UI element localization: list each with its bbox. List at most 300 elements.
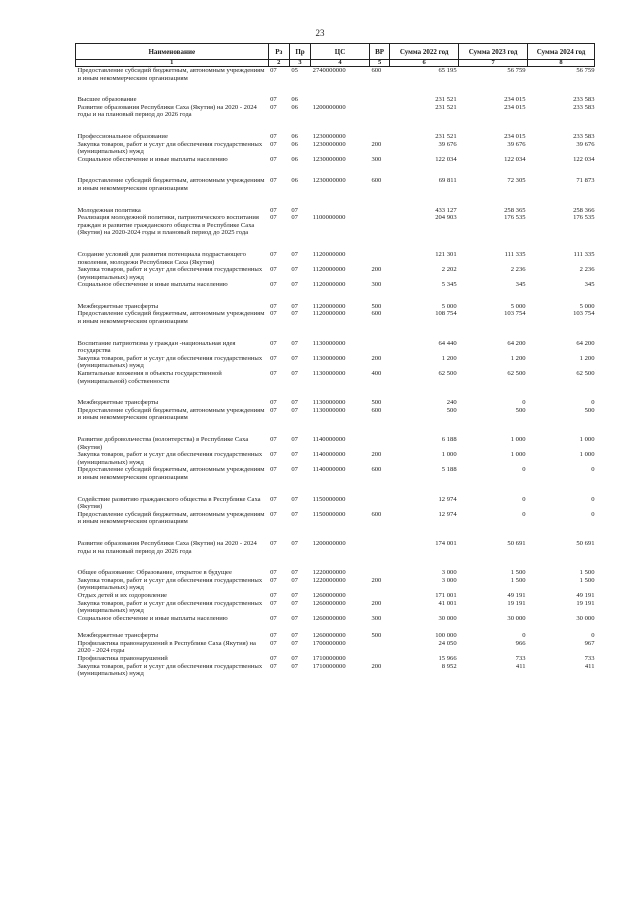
table-row (76, 193, 595, 215)
table-row (76, 451, 595, 466)
row-sum-2023: 176 535 (504, 214, 526, 222)
header-sum-2023: Сумма 2023 год (459, 44, 528, 60)
row-cs: 1260000000 (312, 591, 346, 599)
table-row (76, 422, 595, 451)
row-pr: 06 (291, 140, 298, 148)
row-sum-2024: 30 000 (576, 614, 595, 622)
row-sum-2022: 5 000 (441, 302, 457, 310)
row-sum-2023: 966 (515, 639, 526, 647)
row-rz: 07 (270, 370, 277, 378)
row-pr: 07 (291, 510, 298, 518)
row-rz: 07 (270, 67, 277, 74)
row-rz: 07 (270, 177, 277, 185)
row-cs: 1230000000 (312, 132, 346, 140)
row-vr: 600 (371, 177, 382, 185)
row-rz: 07 (270, 639, 277, 647)
table-body (76, 67, 595, 678)
table-row (76, 237, 595, 266)
table-row (76, 526, 595, 555)
table-row (76, 615, 595, 623)
row-vr: 400 (371, 370, 382, 378)
row-name: Предоставление субсидий бюджетным, автономным учреждениям и иным некоммерческим организациям (77, 310, 265, 326)
budget-table (75, 43, 595, 678)
row-sum-2024: 111 335 (573, 250, 595, 258)
row-vr (369, 326, 389, 355)
row-name: Развитие добровольчества (волонтерства) в Республике Саха (Якутия) (77, 436, 249, 451)
row-pr: 07 (291, 466, 298, 474)
header-vr: ВР (369, 44, 389, 60)
row-sum-2022: 8 952 (441, 662, 457, 670)
row-vr: 300 (371, 281, 382, 289)
row-vr (369, 214, 389, 237)
row-sum-2024: 233 583 (573, 132, 595, 140)
row-pr: 07 (291, 569, 298, 577)
row-sum-2023: 234 015 (504, 103, 526, 111)
row-name: Социальное обеспечение и иные выплаты населению (77, 614, 228, 622)
row-sum-2023: 234 015 (504, 96, 526, 104)
budget-table-container (75, 43, 595, 678)
row-rz: 07 (270, 206, 277, 214)
row-sum-2022: 122 034 (435, 155, 457, 163)
column-index: 4 (311, 60, 370, 67)
row-sum-2022: 5 188 (441, 466, 457, 474)
table-row (76, 82, 595, 104)
row-vr (369, 555, 389, 577)
row-pr: 07 (291, 436, 298, 443)
row-sum-2024: 1 200 (579, 354, 595, 362)
row-sum-2022: 3 000 (441, 569, 457, 577)
row-cs: 1130000000 (312, 406, 346, 414)
row-vr: 600 (371, 406, 382, 414)
table-row (76, 466, 595, 481)
table-row (76, 592, 595, 600)
table-row (76, 655, 595, 663)
row-sum-2023: 56 759 (507, 67, 526, 74)
table-row (76, 141, 595, 156)
row-name: Закупка товаров, работ и услуг для обеспечения государственных (муниципальных) нужд (77, 140, 263, 156)
row-name: Содействие развитию гражданского общества в Республике Саха (Якутия) (77, 495, 261, 511)
row-pr: 07 (291, 399, 298, 407)
row-vr: 200 (371, 451, 382, 459)
row-sum-2023: 258 365 (504, 206, 526, 214)
row-rz: 07 (270, 614, 277, 622)
table-row (76, 310, 595, 325)
row-rz: 07 (270, 140, 277, 148)
row-sum-2024: 345 (584, 281, 595, 289)
row-name: Закупка товаров, работ и услуг для обеспечения государственных (муниципальных) нужд (77, 266, 263, 281)
row-cs: 1140000000 (312, 451, 346, 459)
row-vr: 200 (371, 140, 382, 148)
row-cs: 1140000000 (312, 436, 346, 443)
row-cs (311, 82, 370, 104)
row-sum-2023: 733 (515, 655, 526, 663)
row-vr: 600 (371, 466, 382, 474)
row-cs: 1130000000 (312, 399, 346, 407)
table-row (76, 281, 595, 289)
row-sum-2024: 5 000 (579, 302, 595, 310)
row-name: Высшее образование (77, 96, 137, 104)
row-sum-2023: 62 500 (507, 370, 526, 378)
row-cs: 1260000000 (312, 632, 346, 640)
row-sum-2022: 62 500 (438, 370, 457, 378)
row-pr: 07 (291, 214, 298, 222)
row-name: Закупка товаров, работ и услуг для обеспечения государственных (муниципальных) нужд (77, 451, 263, 466)
row-sum-2022: 1 000 (441, 451, 457, 459)
row-cs: 1230000000 (312, 140, 346, 148)
row-sum-2022: 65 195 (438, 67, 457, 74)
row-sum-2023: 103 754 (504, 310, 526, 318)
row-sum-2024: 733 (584, 655, 595, 663)
row-sum-2023: 50 691 (507, 539, 526, 547)
column-index: 6 (390, 60, 459, 67)
row-name: Молодежная политика (77, 206, 141, 214)
row-vr: 600 (371, 310, 382, 318)
row-rz: 07 (270, 591, 277, 599)
table-row (76, 640, 595, 655)
row-cs: 2740000000 (312, 67, 346, 74)
row-vr: 500 (371, 302, 382, 310)
row-sum-2022: 39 676 (438, 140, 457, 148)
row-pr: 07 (291, 632, 298, 640)
table-row (76, 163, 595, 192)
row-pr: 06 (291, 132, 298, 140)
row-sum-2023: 0 (522, 399, 526, 407)
row-sum-2023: 1 200 (510, 354, 526, 362)
row-sum-2023: 5 000 (510, 302, 526, 310)
row-rz: 07 (270, 466, 277, 474)
header-rz: Рз (268, 44, 289, 60)
row-sum-2022: 69 811 (438, 177, 457, 185)
row-name: Предоставление субсидий бюджетным, автономным учреждениям и иным некоммерческим организациям (77, 466, 265, 481)
row-rz: 07 (270, 451, 277, 459)
row-pr: 07 (291, 250, 298, 258)
row-cs: 1200000000 (312, 539, 346, 547)
table-header (76, 44, 595, 67)
column-index: 3 (289, 60, 310, 67)
page-number: 23 (315, 28, 325, 38)
row-sum-2023: 500 (515, 406, 526, 414)
row-sum-2023: 111 335 (504, 250, 526, 258)
row-sum-2023: 64 200 (507, 339, 526, 347)
row-sum-2024: 103 754 (573, 310, 595, 318)
row-pr: 07 (291, 614, 298, 622)
row-vr: 600 (371, 510, 382, 518)
row-rz: 07 (270, 495, 277, 503)
row-sum-2022: 64 440 (438, 339, 457, 347)
row-cs: 1150000000 (312, 495, 346, 503)
row-vr (369, 237, 389, 266)
row-vr (369, 422, 389, 451)
row-rz: 07 (270, 399, 277, 407)
table-row (76, 156, 595, 164)
row-sum-2023: 39 676 (507, 140, 526, 148)
row-name: Общее образование: Образование, открытое в будущее (77, 569, 232, 577)
row-rz: 07 (270, 354, 277, 362)
row-vr: 500 (371, 399, 382, 407)
row-name: Реализация молодежной политики, патриотического воспитания граждан и развитие гражданского общества в Республике Саха (Якутия) на 2020-2024 годы и плановый период до 2025 года (77, 214, 259, 237)
row-cs: 1700000000 (312, 639, 346, 647)
row-sum-2023: 122 034 (504, 155, 526, 163)
row-sum-2022: 231 521 (435, 96, 457, 104)
row-sum-2023: 72 305 (507, 177, 526, 185)
row-vr (369, 592, 389, 600)
row-name: Закупка товаров, работ и услуг для обеспечения государственных (муниципальных) нужд (77, 354, 263, 370)
row-name: Развитие образования Республики Саха (Якутия) на 2020 - 2024 годы и на плановый период до 2026 года (77, 103, 257, 119)
table-row (76, 577, 595, 592)
row-rz: 07 (270, 510, 277, 518)
row-name: Профессиональное образование (77, 132, 168, 140)
row-name: Отдых детей и их оздоровление (77, 591, 167, 599)
row-rz: 07 (270, 132, 277, 140)
row-sum-2023: 1 500 (510, 576, 526, 584)
row-pr: 07 (291, 206, 298, 214)
row-rz: 07 (270, 96, 277, 104)
row-sum-2022: 3 000 (441, 576, 457, 584)
table-row (76, 600, 595, 615)
row-cs: 1710000000 (312, 655, 346, 663)
row-rz: 07 (270, 214, 277, 222)
row-sum-2023: 1 500 (510, 569, 526, 577)
row-cs: 1130000000 (312, 339, 346, 347)
table-row (76, 482, 595, 511)
row-sum-2024: 1 500 (579, 569, 595, 577)
column-index: 2 (268, 60, 289, 67)
table-row (76, 266, 595, 281)
row-sum-2024: 49 191 (576, 591, 595, 599)
row-vr (369, 640, 389, 655)
row-name: Предоставление субсидий бюджетным, автономным учреждениям и иным некоммерческим организациям (77, 177, 265, 192)
row-rz: 07 (270, 632, 277, 640)
row-sum-2022: 6 188 (441, 436, 457, 443)
row-cs (311, 193, 370, 215)
column-index: 8 (528, 60, 595, 67)
table-row (76, 622, 595, 640)
row-sum-2024: 50 691 (576, 539, 595, 547)
row-sum-2023: 0 (522, 495, 526, 503)
row-cs: 1220000000 (312, 576, 346, 584)
row-name: Предоставление субсидий бюджетным, автономным учреждениям и иным некоммерческим организациям (77, 510, 265, 526)
row-rz: 07 (270, 266, 277, 274)
row-rz: 07 (270, 250, 277, 258)
row-name: Создание условий для развития потенциала подрастающего поколения, молодежи Республики Саха (Якутия) (77, 250, 246, 266)
row-sum-2022: 433 127 (435, 206, 457, 214)
row-name: Предоставление субсидий бюджетным, автономным учреждениям и иным некоммерческим организациям (77, 406, 265, 422)
row-sum-2024: 233 583 (573, 96, 595, 104)
row-vr: 500 (371, 632, 382, 640)
row-pr: 07 (291, 539, 298, 547)
row-sum-2024: 1 000 (579, 451, 595, 459)
row-sum-2022: 240 (446, 399, 457, 407)
row-pr: 07 (291, 451, 298, 459)
row-vr (369, 193, 389, 215)
row-name: Закупка товаров, работ и услуг для обеспечения государственных (муниципальных) нужд (77, 576, 263, 592)
row-cs: 1260000000 (312, 599, 346, 607)
row-rz: 07 (270, 155, 277, 163)
row-vr: 300 (371, 155, 382, 163)
table-row (76, 214, 595, 237)
table-row (76, 326, 595, 355)
header-sum-2022: Сумма 2022 год (390, 44, 459, 60)
row-vr: 200 (371, 266, 382, 274)
row-sum-2024: 19 191 (576, 599, 595, 607)
row-rz: 07 (270, 539, 277, 547)
row-pr: 07 (291, 662, 298, 670)
row-sum-2023: 0 (522, 632, 526, 640)
row-pr: 07 (291, 266, 298, 274)
row-sum-2022: 24 050 (438, 639, 457, 647)
row-name: Профилактика правонарушений в Республике Саха (Якутия) на 2020 - 2024 годы (77, 639, 256, 655)
row-vr: 200 (371, 576, 382, 584)
table-row (76, 355, 595, 370)
row-sum-2023: 19 191 (507, 599, 526, 607)
row-pr: 07 (291, 354, 298, 362)
row-vr (369, 119, 389, 141)
row-pr: 07 (291, 339, 298, 347)
row-sum-2022: 231 521 (435, 103, 457, 111)
row-vr: 300 (371, 614, 382, 622)
row-name: Профилактика правонарушений (77, 655, 168, 663)
row-cs: 1200000000 (312, 103, 346, 111)
row-sum-2023: 49 191 (507, 591, 526, 599)
row-pr: 06 (291, 155, 298, 163)
row-cs: 1230000000 (312, 155, 346, 163)
table-row (76, 407, 595, 422)
row-pr: 07 (291, 576, 298, 584)
row-sum-2022: 15 966 (438, 655, 457, 663)
row-sum-2022: 171 001 (435, 591, 457, 599)
table-row (76, 289, 595, 311)
row-cs: 1130000000 (312, 354, 346, 362)
row-cs: 1140000000 (312, 466, 346, 474)
row-name: Межбюджетные трансферты (77, 302, 159, 310)
row-rz: 07 (270, 662, 277, 670)
row-cs: 1220000000 (312, 569, 346, 577)
row-cs: 1120000000 (312, 302, 346, 310)
table-row (76, 67, 595, 83)
row-vr: 600 (371, 67, 382, 74)
row-sum-2022: 231 521 (435, 132, 457, 140)
row-cs: 1120000000 (312, 266, 346, 274)
row-name: Закупка товаров, работ и услуг для обеспечения государственных (муниципальных) нужд (77, 599, 263, 615)
row-cs: 1120000000 (312, 250, 346, 258)
table-row (76, 663, 595, 678)
row-vr (369, 482, 389, 511)
row-cs: 1150000000 (312, 510, 346, 518)
row-sum-2024: 0 (591, 510, 595, 518)
row-name: Социальное обеспечение и иные выплаты населению (77, 281, 228, 289)
row-rz: 07 (270, 103, 277, 111)
row-sum-2022: 5 345 (441, 281, 457, 289)
row-cs: 1120000000 (312, 310, 346, 318)
row-rz: 07 (270, 302, 277, 310)
row-name: Закупка товаров, работ и услуг для обеспечения государственных (муниципальных) нужд (77, 662, 263, 678)
table-row (76, 104, 595, 119)
column-index: 1 (76, 60, 269, 67)
table-row (76, 511, 595, 526)
row-sum-2024: 176 535 (573, 214, 595, 222)
table-row (76, 385, 595, 407)
row-vr (369, 104, 389, 119)
row-sum-2024: 411 (584, 662, 595, 670)
row-sum-2024: 64 200 (576, 339, 595, 347)
row-vr (369, 526, 389, 555)
row-pr: 07 (291, 639, 298, 647)
row-cs: 1260000000 (312, 614, 346, 622)
row-pr: 05 (291, 67, 298, 74)
header-name: Наименование (76, 44, 269, 60)
row-sum-2022: 121 301 (435, 250, 457, 258)
table-row (76, 370, 595, 385)
row-cs: 1130000000 (312, 370, 346, 378)
column-index: 5 (369, 60, 389, 67)
row-pr: 07 (291, 599, 298, 607)
row-vr: 200 (371, 354, 382, 362)
row-cs: 1710000000 (312, 662, 346, 670)
row-pr: 07 (291, 495, 298, 503)
row-sum-2023: 1 000 (510, 451, 526, 459)
row-sum-2024: 1 500 (579, 576, 595, 584)
row-sum-2024: 500 (584, 406, 595, 414)
row-pr: 07 (291, 370, 298, 378)
row-sum-2023: 30 000 (507, 614, 526, 622)
row-sum-2023: 0 (522, 510, 526, 518)
row-sum-2022: 204 903 (435, 214, 457, 222)
row-pr: 07 (291, 302, 298, 310)
header-cs: ЦС (311, 44, 370, 60)
row-sum-2022: 174 001 (435, 539, 457, 547)
row-sum-2024: 233 583 (573, 103, 595, 111)
row-sum-2024: 39 676 (576, 140, 595, 148)
row-cs: 1120000000 (312, 281, 346, 289)
row-sum-2024: 0 (591, 466, 595, 474)
row-name: Воспитание патриотизма у граждан -национальная идея государства (77, 339, 236, 355)
row-name: Предоставление субсидий бюджетным, автономным учреждениям и иным некоммерческим организациям (77, 67, 265, 82)
row-name: Межбюджетные трансферты (77, 399, 159, 407)
row-sum-2022: 1 200 (441, 354, 457, 362)
row-sum-2024: 0 (591, 399, 595, 407)
row-rz: 07 (270, 406, 277, 414)
header-pr: Пр (289, 44, 310, 60)
column-index: 7 (459, 60, 528, 67)
row-pr: 07 (291, 655, 298, 663)
row-sum-2024: 0 (591, 632, 595, 640)
row-sum-2022: 100 000 (435, 632, 457, 640)
row-rz: 07 (270, 569, 277, 577)
row-vr (369, 82, 389, 104)
row-sum-2024: 71 873 (576, 177, 595, 185)
row-rz: 07 (270, 436, 277, 443)
row-sum-2024: 1 000 (579, 436, 595, 443)
row-sum-2023: 234 015 (504, 132, 526, 140)
row-pr: 06 (291, 103, 298, 111)
row-sum-2022: 41 001 (438, 599, 457, 607)
row-vr (369, 655, 389, 663)
row-sum-2024: 62 500 (576, 370, 595, 378)
row-rz: 07 (270, 310, 277, 318)
row-sum-2023: 411 (515, 662, 526, 670)
row-sum-2022: 500 (446, 406, 457, 414)
row-cs: 1230000000 (312, 177, 346, 185)
row-pr: 07 (291, 281, 298, 289)
row-sum-2024: 56 759 (576, 67, 595, 74)
row-sum-2024: 258 366 (573, 206, 595, 214)
table-row (76, 119, 595, 141)
row-sum-2024: 2 236 (579, 266, 595, 274)
row-name: Развитие образования Республики Саха (Якутия) на 2020 - 2024 годы и на плановый период до 2026 года (77, 539, 257, 555)
row-rz: 07 (270, 281, 277, 289)
row-sum-2024: 0 (591, 495, 595, 503)
row-sum-2022: 12 974 (438, 510, 457, 518)
